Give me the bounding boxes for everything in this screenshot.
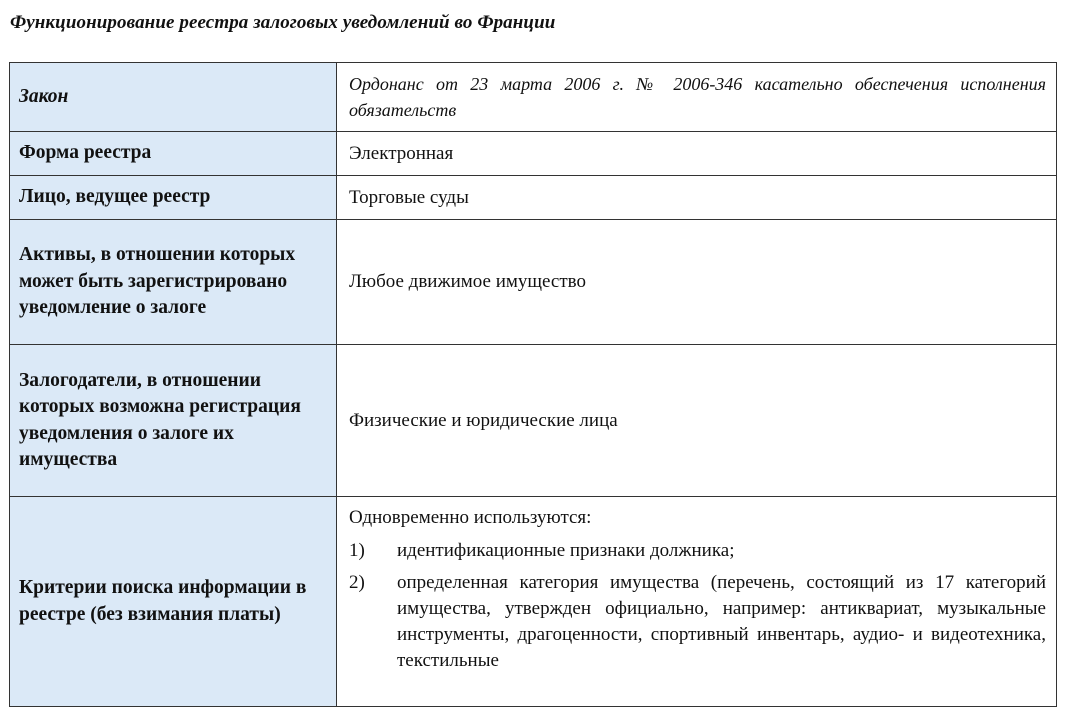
list-item-number: 1): [349, 540, 365, 561]
registry-table: [9, 62, 1057, 707]
list-item-text: идентификационные признаки должника;: [397, 540, 735, 561]
row-label-assets: Активы, в отношении которых может быть зарегистрировано уведомление о залоге: [10, 220, 337, 345]
table-row-register-operator: [10, 176, 1057, 220]
row-label-pledgors: Залогодатели, в отношении которых возможна регистрация уведомления о залоге их имущества: [10, 345, 337, 497]
list-item: [349, 570, 1046, 674]
row-label-register-operator: Лицо, ведущее реестр: [10, 176, 337, 220]
table-row-register-form: [10, 132, 1057, 176]
list-item: [349, 538, 1046, 564]
row-value-law: Ордонанс от 23 марта 2006 г. № 2006-346 касательно обеспечения исполнения обязательств: [337, 63, 1057, 132]
list-item-text: определенная категория имущества (перечень, состоящий из 17 категорий имущества, утвержден официально, например: антиквариат, музыкальные инструменты, драгоценности, спортивный инвентарь, аудио- и видеотехника, текстильные: [397, 572, 1046, 671]
row-value-pledgors: Физические и юридические лица: [337, 345, 1057, 497]
document-title: Функционирование реестра залоговых уведомлений во Франции: [10, 12, 556, 33]
row-label-search-criteria: Критерии поиска информации в реестре (без взимания платы): [10, 497, 337, 707]
row-value-register-form: Электронная: [337, 132, 1057, 176]
table-row-law: [10, 63, 1057, 132]
row-label-register-form: Форма реестра: [10, 132, 337, 176]
row-label-law: Закон: [10, 63, 337, 132]
list-item-number: 2): [349, 572, 365, 593]
row-value-assets: Любое движимое имущество: [337, 220, 1057, 345]
table-row-pledgors: [10, 345, 1057, 497]
table-row-search-criteria: [10, 497, 1057, 707]
row-value-register-operator: Торговые суды: [337, 176, 1057, 220]
table-row-assets: [10, 220, 1057, 345]
row-value-search-criteria: [337, 497, 1057, 707]
criteria-intro: Одновременно используются:: [349, 507, 592, 528]
